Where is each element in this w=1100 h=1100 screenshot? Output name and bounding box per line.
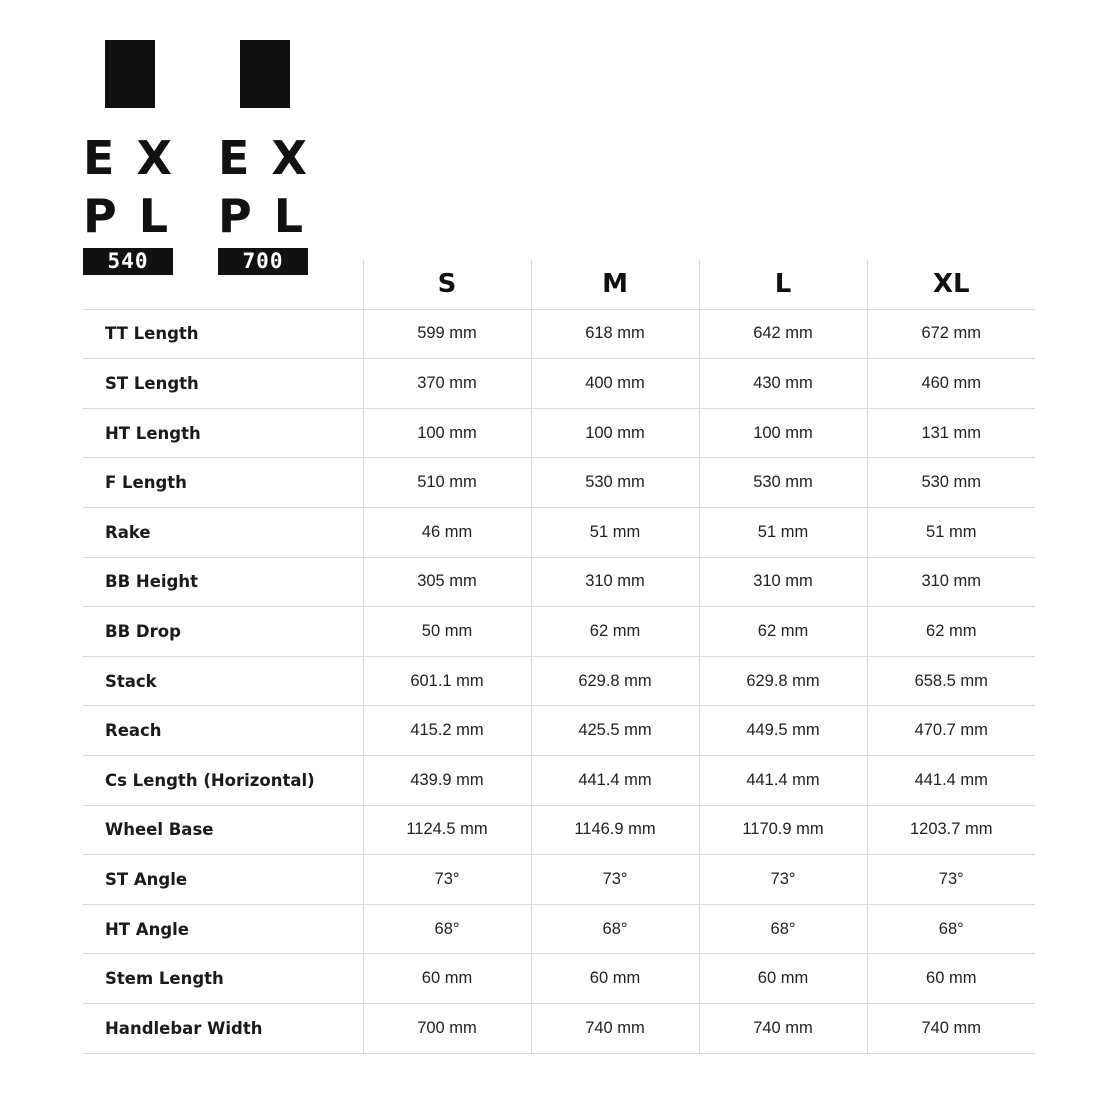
cell-value: 470.7 mm <box>867 706 1035 756</box>
cell-value: 310 mm <box>699 557 867 607</box>
table-row <box>83 755 1035 805</box>
cell-value: 1170.9 mm <box>699 805 867 855</box>
geometry-table <box>83 260 1035 1054</box>
row-label: TT Length <box>83 309 363 359</box>
cell-value: 100 mm <box>363 408 531 458</box>
cell-value: 60 mm <box>363 954 531 1004</box>
cell-value: 430 mm <box>699 359 867 409</box>
row-label: ST Angle <box>83 855 363 905</box>
cell-value: 530 mm <box>531 458 699 508</box>
cell-value: 131 mm <box>867 408 1035 458</box>
cell-value: 1203.7 mm <box>867 805 1035 855</box>
cell-value: 439.9 mm <box>363 755 531 805</box>
row-label: Wheel Base <box>83 805 363 855</box>
cell-value: 51 mm <box>699 507 867 557</box>
cell-value: 441.4 mm <box>867 755 1035 805</box>
cell-value: 530 mm <box>699 458 867 508</box>
cell-value: 510 mm <box>363 458 531 508</box>
logo-badge-540: 540 <box>83 248 173 275</box>
cell-value: 310 mm <box>867 557 1035 607</box>
cell-value: 62 mm <box>867 607 1035 657</box>
logo-letter: X <box>271 131 307 185</box>
cell-value: 73° <box>699 855 867 905</box>
logo-letter: E <box>83 131 115 185</box>
cell-value: 68° <box>867 904 1035 954</box>
cell-value: 62 mm <box>699 607 867 657</box>
cell-value: 441.4 mm <box>699 755 867 805</box>
table-row <box>83 309 1035 359</box>
cell-value: 618 mm <box>531 309 699 359</box>
cell-value: 672 mm <box>867 309 1035 359</box>
cell-value: 629.8 mm <box>699 656 867 706</box>
cell-value: 51 mm <box>867 507 1035 557</box>
row-label: BB Drop <box>83 607 363 657</box>
brand-logo <box>83 40 373 273</box>
row-label: BB Height <box>83 557 363 607</box>
cell-value: 1124.5 mm <box>363 805 531 855</box>
cell-value: 68° <box>531 904 699 954</box>
logo-letter: P <box>218 189 252 243</box>
cell-value: 658.5 mm <box>867 656 1035 706</box>
cell-value: 60 mm <box>867 954 1035 1004</box>
row-label: Cs Length (Horizontal) <box>83 755 363 805</box>
table-row <box>83 458 1035 508</box>
cell-value: 400 mm <box>531 359 699 409</box>
table-row <box>83 904 1035 954</box>
logo-wordmark-row-2 <box>83 184 208 242</box>
cell-value: 68° <box>363 904 531 954</box>
cell-value: 740 mm <box>699 1003 867 1053</box>
cell-value: 460 mm <box>867 359 1035 409</box>
cell-value: 740 mm <box>531 1003 699 1053</box>
table-row <box>83 855 1035 905</box>
cell-value: 642 mm <box>699 309 867 359</box>
cell-value: 305 mm <box>363 557 531 607</box>
cell-value: 73° <box>363 855 531 905</box>
cell-value: 73° <box>867 855 1035 905</box>
logo-wordmark-700 <box>218 126 343 242</box>
column-header-m: M <box>531 260 699 309</box>
column-header-s: S <box>363 260 531 309</box>
cell-value: 310 mm <box>531 557 699 607</box>
cell-value: 740 mm <box>867 1003 1035 1053</box>
logo-badge-700: 700 <box>218 248 308 275</box>
cell-value: 441.4 mm <box>531 755 699 805</box>
row-label: Stem Length <box>83 954 363 1004</box>
row-label: F Length <box>83 458 363 508</box>
table-row <box>83 359 1035 409</box>
logo-square-icon <box>105 40 155 108</box>
cell-value: 601.1 mm <box>363 656 531 706</box>
cell-value: 100 mm <box>699 408 867 458</box>
row-label: Stack <box>83 656 363 706</box>
cell-value: 1146.9 mm <box>531 805 699 855</box>
table-row <box>83 656 1035 706</box>
row-label: HT Length <box>83 408 363 458</box>
cell-value: 530 mm <box>867 458 1035 508</box>
column-header-l: L <box>699 260 867 309</box>
table-row <box>83 607 1035 657</box>
column-header-xl: XL <box>867 260 1035 309</box>
cell-value: 415.2 mm <box>363 706 531 756</box>
logo-unit-700 <box>218 40 343 275</box>
geometry-table-head <box>83 260 1035 309</box>
cell-value: 629.8 mm <box>531 656 699 706</box>
table-row <box>83 557 1035 607</box>
row-label: Handlebar Width <box>83 1003 363 1053</box>
cell-value: 449.5 mm <box>699 706 867 756</box>
logo-wordmark-row-1 <box>83 126 208 184</box>
cell-value: 68° <box>699 904 867 954</box>
table-row <box>83 706 1035 756</box>
row-label: ST Length <box>83 359 363 409</box>
logo-unit-540 <box>83 40 208 275</box>
table-row <box>83 1003 1035 1053</box>
table-row <box>83 507 1035 557</box>
cell-value: 46 mm <box>363 507 531 557</box>
cell-value: 370 mm <box>363 359 531 409</box>
table-row <box>83 408 1035 458</box>
table-row <box>83 805 1035 855</box>
cell-value: 700 mm <box>363 1003 531 1053</box>
cell-value: 60 mm <box>699 954 867 1004</box>
logo-letter: E <box>218 131 250 185</box>
logo-letter: X <box>136 131 172 185</box>
table-row <box>83 954 1035 1004</box>
logo-square-icon <box>240 40 290 108</box>
row-label: HT Angle <box>83 904 363 954</box>
logo-letter: P <box>83 189 117 243</box>
logo-letter: L <box>273 189 304 243</box>
logo-wordmark-row-2 <box>218 184 343 242</box>
cell-value: 51 mm <box>531 507 699 557</box>
cell-value: 599 mm <box>363 309 531 359</box>
cell-value: 62 mm <box>531 607 699 657</box>
logo-wordmark-row-1 <box>218 126 343 184</box>
logo-wordmark-540 <box>83 126 208 242</box>
cell-value: 73° <box>531 855 699 905</box>
logo-letter: L <box>138 189 169 243</box>
cell-value: 60 mm <box>531 954 699 1004</box>
table-header-row <box>83 260 1035 309</box>
cell-value: 100 mm <box>531 408 699 458</box>
cell-value: 50 mm <box>363 607 531 657</box>
table-corner-cell <box>83 260 363 309</box>
cell-value: 425.5 mm <box>531 706 699 756</box>
row-label: Reach <box>83 706 363 756</box>
row-label: Rake <box>83 507 363 557</box>
geometry-table-body <box>83 309 1035 1053</box>
